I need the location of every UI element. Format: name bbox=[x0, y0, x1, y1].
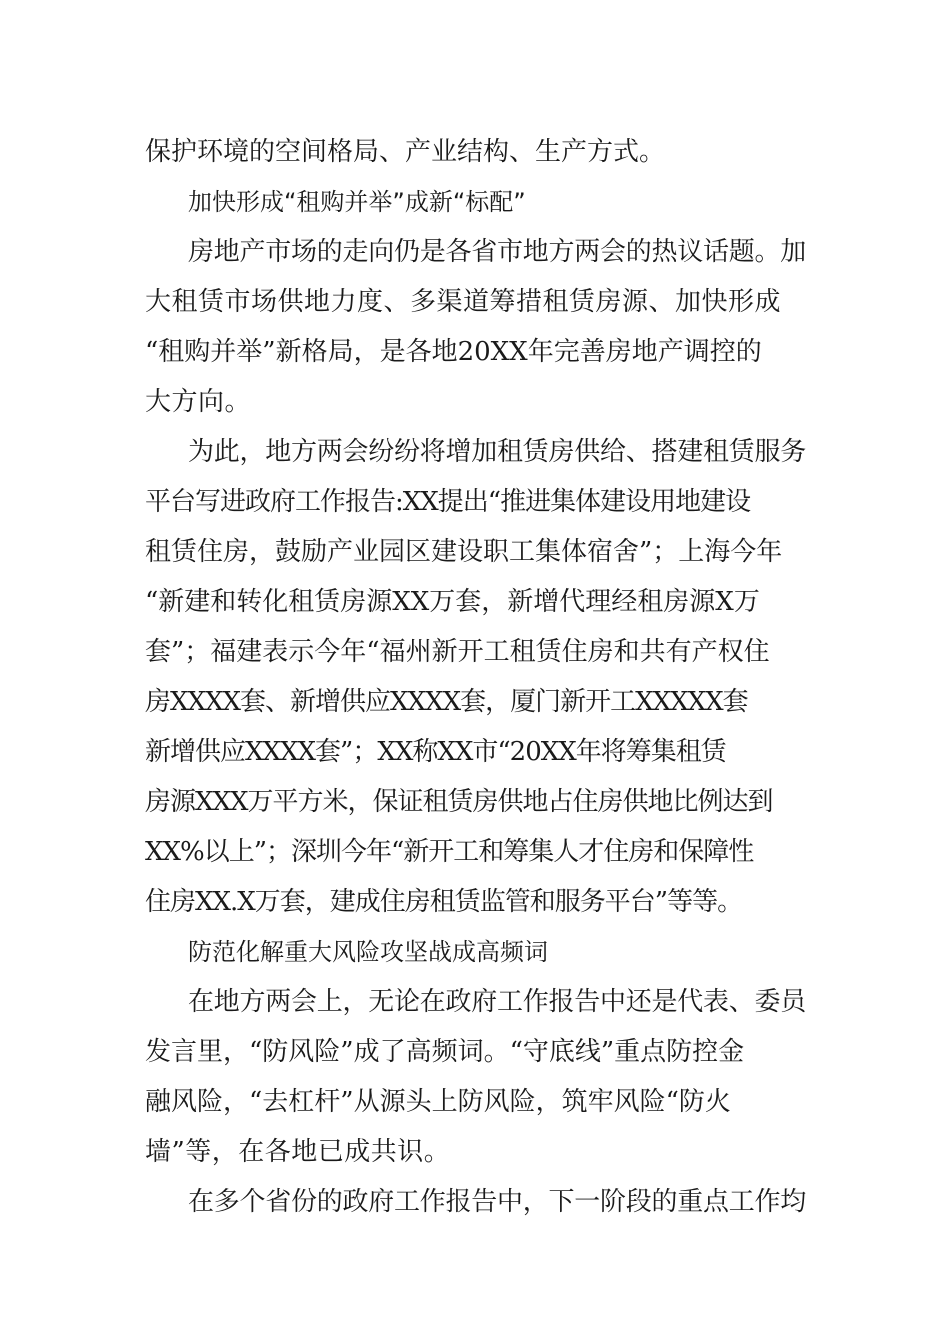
body-line-6: 大方向。 bbox=[145, 387, 252, 417]
body-line-1: 保护环境的空间格局、产业结构、生产方式。 bbox=[145, 137, 666, 167]
body-line-12: 房XXXX套、新增供应XXXX套，厦门新开工XXXXX套 bbox=[145, 687, 748, 717]
body-line-14: 房源XXX万平方米，保证租赁房供地占住房供地比例达到 bbox=[145, 787, 773, 817]
body-line-8: 平台写进政府工作报告:XX提出“推进集体建设用地建设 bbox=[145, 487, 751, 517]
body-line-15: XX%以上”；深圳今年“新开工和筹集人才住房和保障性 bbox=[145, 837, 754, 867]
body-line-10: “新建和转化租赁房源XX万套，新增代理经租房源X万 bbox=[145, 587, 760, 617]
body-line-19: 发言里，“防风险”成了高频词。“守底线”重点防控金 bbox=[145, 1037, 745, 1067]
section-heading-risk: 防范化解重大风险攻坚战成高频词 bbox=[188, 938, 548, 966]
body-line-13: 新增供应XXXX套”；XX称XX市“20XX年将筹集租赁 bbox=[145, 737, 726, 767]
body-line-18: 在地方两会上，无论在政府工作报告中还是代表、委员 bbox=[188, 987, 807, 1017]
section-heading-rental: 加快形成“租购并举”成新“标配” bbox=[188, 188, 526, 216]
body-line-4: 大租赁市场供地力度、多渠道筹措租赁房源、加快形成 bbox=[145, 287, 782, 317]
body-line-11: 套”；福建表示今年“福州新开工租赁住房和共有产权住 bbox=[145, 637, 770, 667]
body-line-16: 住房XX.X万套，建成住房租赁监管和服务平台”等等。 bbox=[145, 887, 743, 917]
body-line-3: 房地产市场的走向仍是各省市地方两会的热议话题。加 bbox=[188, 237, 807, 267]
body-line-9: 租赁住房，鼓励产业园区建设职工集体宿舍”；上海今年 bbox=[145, 537, 783, 567]
body-line-20: 融风险，“去杠杆”从源头上防风险，筑牢风险“防火 bbox=[145, 1087, 731, 1117]
body-line-7: 为此，地方两会纷纷将增加租赁房供给、搭建租赁服务 bbox=[188, 437, 807, 467]
body-line-21: 墙”等，在各地已成共识。 bbox=[145, 1137, 451, 1167]
body-line-22: 在多个省份的政府工作报告中，下一阶段的重点工作均 bbox=[188, 1187, 807, 1217]
body-line-5: “租购并举”新格局，是各地20XX年完善房地产调控的 bbox=[145, 337, 762, 367]
